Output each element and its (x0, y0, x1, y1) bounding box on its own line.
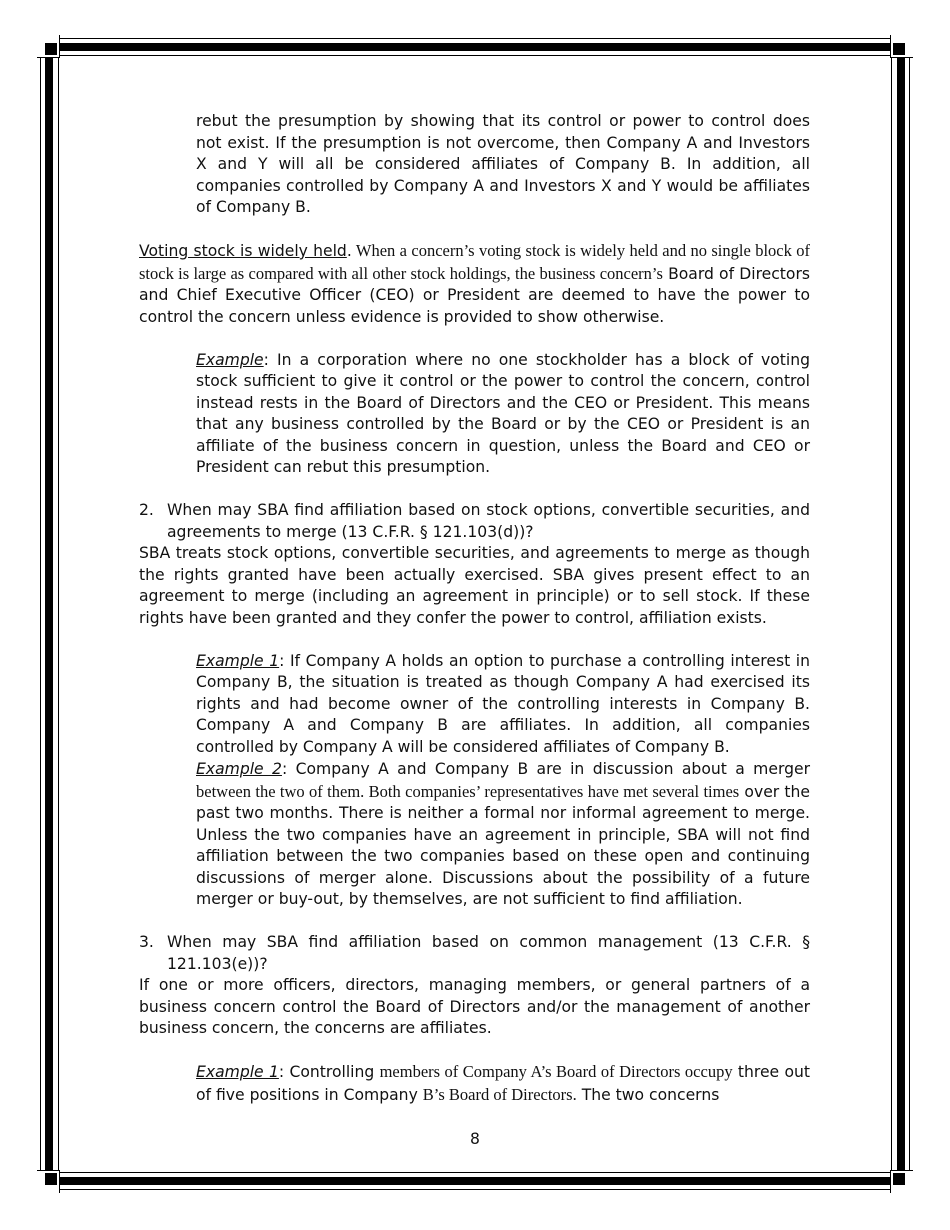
question-3-example-1 (196, 1061, 810, 1106)
example-label: Example (196, 350, 264, 369)
frame-corner-block (893, 43, 905, 55)
frame-corner-block (45, 1173, 57, 1185)
voting-heading-period: . (346, 242, 352, 260)
question-2-example-1 (196, 651, 810, 759)
question-2-answer: SBA treats stock options, convertible securities, and agreements to merge as though the rights granted have been actually exercised. SBA gives present effect to an agreement to merge (including an agreement in principle) or to sell stock. If these rights have been granted and they confer the power to control, affiliation exists. (139, 544, 810, 627)
voting-example (196, 350, 810, 479)
example-text-serif: B’s Board of Directors. (422, 1084, 577, 1104)
example-text: over the past two months. There is neither a formal nor informal agreement to merge. Unless the two companies have an agreement in principle, SBA will not find affiliation between the two companies based on these open and continuing discussions of merger alone. Discussions about the possibility of a future merger or buy-out, by themselves, are not sufficient to find affiliation. (196, 782, 811, 908)
example-text: : Controlling (278, 1063, 380, 1081)
question-2-example-2 (196, 758, 810, 911)
document-body (139, 111, 810, 1106)
example-label: Example 2 (196, 760, 282, 778)
paragraph-rebut: rebut the presumption by showing that its control or power to control does not exist. If the presumption is not overcome, then Company A and Investors X and Y will all be considered affiliates of Company B. In addition, all companies controlled by Company A and Investors X and Y would be affiliates of Company B. (196, 112, 810, 216)
example-text-serif: between the two of them. Both companies’ representatives have met several times (196, 781, 740, 801)
example-label: Example 1 (196, 1063, 279, 1081)
paragraph-voting-stock (139, 240, 810, 328)
question-number: 2. (139, 501, 154, 519)
question-3-answer: If one or more officers, directors, managing members, or general partners of a business concern control the Board of Directors and/or the management of another business concern, the concerns are affiliates. (139, 976, 810, 1037)
frame-corner-block (893, 1173, 905, 1185)
page-number: 8 (470, 1130, 480, 1148)
question-2 (139, 500, 810, 543)
example-text-serif: members of Company A’s Board of Directors occupy (379, 1062, 733, 1081)
voting-text-rest: Board of Directors and Chief Executive Officer (CEO) or President are deemed to have the power to control the concern unless evidence is provided to show otherwise. (139, 264, 810, 326)
question-text: When may SBA find affiliation based on common management (13 C.F.R. § 121.103(e))? (167, 933, 810, 973)
example-text: : If Company A holds an option to purchase a controlling interest in Company B, the situation is treated as though Company A had exercised its rights and had become owner of the controlling interests in Company B. Company A and Company B are affiliates. In addition, all companies controlled by Company A will be considered affiliates of Company B. (196, 651, 810, 756)
question-text: When may SBA find affiliation based on stock options, convertible securities, and agreements to merge (13 C.F.R. § 121.103(d))? (167, 501, 810, 541)
voting-stock-heading: Voting stock is widely held (139, 242, 347, 260)
question-number: 3. (139, 933, 154, 951)
example-text: The two concerns (576, 1085, 720, 1104)
example-label: Example 1 (196, 651, 280, 670)
example-text: : Company A and Company B are in discussion about a merger (281, 760, 810, 778)
example-text: three out of five positions in Company (196, 1063, 810, 1104)
frame-corner-block (45, 43, 57, 55)
voting-text-serif: When a concern’s voting stock is widely held and no single block of stock is large as compared with all other stock holdings, the business concern’s (139, 241, 810, 283)
example-text: : In a corporation where no one stockholder has a block of voting stock sufficient to give it control or the power to control the concern, control instead rests in the Board of Directors and the CEO or President. This means that any business controlled by the Board or by the CEO or President is an affiliate of the business concern in question, unless the Board and CEO or President can rebut this presumption. (196, 350, 810, 476)
question-3 (139, 932, 810, 975)
